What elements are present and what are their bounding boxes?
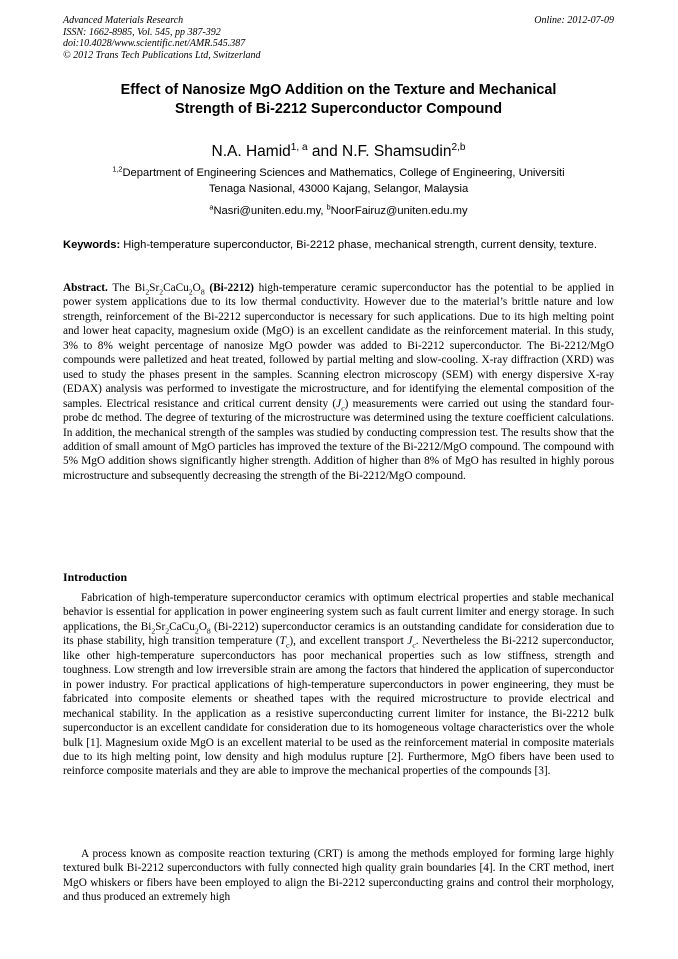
affiliation-line-2: Tenaga Nasional, 43000 Kajang, Selangor, Malaysia xyxy=(208,183,469,195)
formula-sub-cu: 2 xyxy=(188,287,193,297)
section-heading-introduction: Introduction xyxy=(63,570,128,584)
intro-symbol-j: J xyxy=(407,635,413,648)
abstract-text-1: high-temperature ceramic superconductor has the potential to be applied in power system applications due to its low thermal conductivity. However due to the material’s brittle nature and low strength, reinforcement of the Bi-2212 superconductor is necessary for such applications. Due to its high melting point and lower heat capacity, magnesium oxide (MgO) is an excellent candidate as the reinforcement material. In this study, 3% to 8% weight percentage of nanosize MgO powder was added to Bi-2212 superconductor. The Bi-2212/MgO compounds were palletized and heat treated, followed by partial melting and slow-cooling. X-ray diffraction (XRD) was used to study the phases present in the samples. Scanning electron microscopy (SEM) with energy dispersive X-ray (EDAX) analysis was performed to investigate the microstructure, and for identifying the elemental composition of the samples. Electrical resistance and critical current density ( xyxy=(63,282,614,410)
formula-cacu: CaCu xyxy=(163,282,189,294)
email-a: Nasri@uniten.edu.my, xyxy=(213,205,327,217)
formula-bi2212 xyxy=(134,282,205,297)
title-line-1: Effect of Nanosize MgO Addition on the Texture and Mechanical xyxy=(120,82,557,98)
formula-bi: Bi xyxy=(134,282,146,294)
intro-text-1a: Fabrication of high-temperature superconductor ceramics with optimum electrical properties and stable mechanical behavior is essential for application in power engineering system such as fault current limiter and energy storage. In such applications, the xyxy=(63,592,614,633)
formula-sub-o: 8 xyxy=(200,287,205,297)
affiliation-text-1: Department of Engineering Sciences and Mathematics, College of Engineering, Universiti xyxy=(122,167,565,179)
intro-text-1d: . Nevertheless the Bi-2212 superconductor, like other high-temperature superconductors has poor mechanical properties such as low stiffness, strength and toughness. Low strength and low irreversible strain are among the factors that hindered the application of superconductor in power industry. For practical applications of high-temperature superconductors in power engineering, they must be fabricated into composite elements or sheathed tapes with the required microstructure to provide electrical and mechanical stability. In the application as a resistive superconducting current limiter for instance, the Bi-2212 bulk superconductor is an excellent candidate for consideration due to its homogeneous voltage characteristics over the whole bulk [1]. Magnesium oxide MgO is an excellent material to be used as the reinforcement material in composite materials due to its high melting point, low density and high modulus rupture [2]. Furthermore, MgO fibers have been used to reinforce composite materials and they are able to improve the mechanical properties of the compounds [3]. xyxy=(63,635,615,778)
online-date: Online: 2012-07-09 xyxy=(534,15,614,26)
formula-sr: Sr xyxy=(149,282,160,294)
journal-header xyxy=(63,15,383,61)
intro-formula-sr: Sr xyxy=(155,620,166,633)
email-mark-a: a xyxy=(209,202,214,212)
author-emails xyxy=(63,203,614,219)
journal-name: Advanced Materials Research xyxy=(63,15,184,26)
keywords-text: High-temperature superconductor, Bi-2212 phase, mechanical strength, current density, texture. xyxy=(120,239,597,251)
introduction-paragraph-2: A process known as composite reaction texturing (CRT) is among the methods employed for forming large highly textured bulk Bi-2212 superconductors with fully connected high quality grain boundaries [4]. In the CRT method, inert MgO whiskers or fibers have been employed to align the Bi-2212 superconducting grains and control their morphology, and thus produced an extremely high xyxy=(63,848,614,904)
introduction-paragraph-1 xyxy=(63,591,614,779)
doi-line: doi:10.4028/www.scientific.net/AMR.545.387 xyxy=(63,38,246,49)
formula-sub-bi: 2 xyxy=(145,287,150,297)
affiliation xyxy=(63,165,614,197)
author-conjunction: and xyxy=(307,143,343,160)
abstract-text-2: ) measurements were carried out using the standard four-probe dc method. The degree of texturing of the microstructure was determined using the texture coefficient calculations. In addition, the mechanical strength of the samples was studied by conducting compression test. The results show that the addition of small amount of MgO particles has improved the texture of the Bi-2212/MgO compound. The compound with 5% MgO addition shows significantly higher strength. Addition of higher than 8% of MgO has resulted in highly porous microstructure and subsequently decreasing the strength of the Bi-2212/MgO compound. xyxy=(63,397,614,482)
affiliation-mark: 1,2 xyxy=(112,164,123,174)
abstract xyxy=(63,281,614,483)
affiliation-line-1 xyxy=(63,165,614,181)
intro-text-1c: ), and excellent transport xyxy=(289,635,408,648)
intro-formula-cacu: CaCu xyxy=(169,620,195,633)
author-2: N.F. Shamsudin xyxy=(342,143,452,160)
intro-symbol-j-sub: c xyxy=(412,640,416,650)
intro-formula-o: O xyxy=(198,620,207,633)
intro-formula-sub-cu: 2 xyxy=(194,626,199,636)
author-1: N.A. Hamid xyxy=(211,143,291,160)
keywords-label: Keywords: xyxy=(63,239,121,251)
intro-formula-sub-bi: 2 xyxy=(151,626,156,636)
email-b: NoorFairuz@uniten.edu.my xyxy=(330,205,468,217)
author-2-affil-mark: 2,b xyxy=(451,141,466,153)
abstract-formula-abbrev: (Bi-2212) xyxy=(204,282,254,294)
intro-formula-bi2212 xyxy=(140,620,211,636)
title-line-2: Strength of Bi-2212 Superconductor Compound xyxy=(175,100,502,117)
paper-title xyxy=(63,81,614,118)
keywords xyxy=(63,238,614,253)
abstract-label: Abstract. xyxy=(63,282,108,294)
symbol-t: T xyxy=(279,635,286,648)
author-list xyxy=(63,142,614,161)
copyright-line: © 2012 Trans Tech Publications Ltd, Switzerland xyxy=(63,49,261,61)
symbol-j-sub: c xyxy=(341,402,345,412)
author-1-affil-mark: 1, a xyxy=(290,141,308,153)
symbol-j: J xyxy=(336,397,342,410)
abstract-text-lead: The xyxy=(107,282,135,294)
issn-line: ISSN: 1662-8985, Vol. 545, pp 387-392 xyxy=(63,26,221,38)
intro-text-1b: (Bi-2212) superconductor ceramics is an outstanding candidate for consideration due to its phase stability, high transition temperature ( xyxy=(63,620,614,648)
symbol-t-sub: c xyxy=(285,640,290,650)
intro-formula-bi: Bi xyxy=(140,620,152,633)
intro-formula-sub-o: 8 xyxy=(206,626,211,636)
formula-sub-sr: 2 xyxy=(159,287,164,297)
intro-formula-sub-sr: 2 xyxy=(165,626,170,636)
formula-o: O xyxy=(192,282,201,294)
email-mark-b: b xyxy=(326,202,331,212)
